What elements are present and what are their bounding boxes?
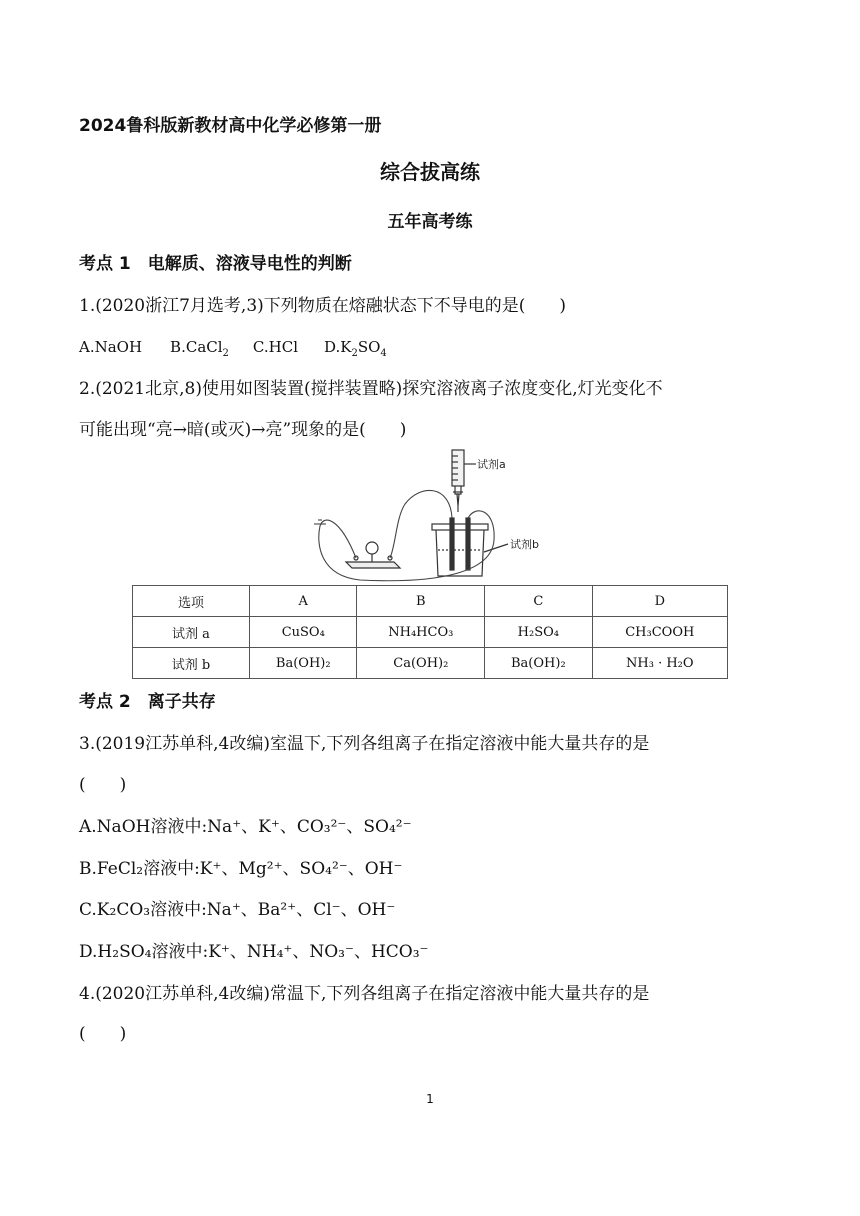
table-row: [133, 617, 728, 648]
q2-options-table: [132, 585, 728, 679]
table-cell: D: [592, 586, 727, 617]
table-cell: A: [250, 586, 357, 617]
q1-option-b-sub: 2: [222, 348, 229, 359]
q1-option-b: [170, 338, 229, 359]
q1-stem: 1.(2020浙江7月选考,3)下列物质在熔融状态下不导电的是( ): [79, 296, 567, 316]
q3-stem-line1: 3.(2019江苏单科,4改编)室温下,下列各组离子在指定溶液中能大量共存的是: [79, 734, 650, 754]
table-cell: 试剂 b: [133, 648, 250, 679]
table-cell: B: [357, 586, 485, 617]
topic1-heading: 考点 1 电解质、溶液导电性的判断: [79, 254, 352, 274]
reagent-b-label: 试剂b: [510, 538, 539, 551]
table-cell: H₂SO₄: [485, 617, 592, 648]
q4-stem-line2: ( ): [79, 1024, 127, 1044]
q2-stem-line2: 可能出现“亮→暗(或灭)→亮”现象的是( ): [79, 420, 407, 440]
topic2-heading: 考点 2 离子共存: [79, 692, 216, 712]
q1-options: [79, 335, 387, 366]
table-cell: CuSO₄: [250, 617, 357, 648]
table-cell: Ca(OH)₂: [357, 648, 485, 679]
bulb-icon: [346, 542, 400, 568]
table-cell: NH₄HCO₃: [357, 617, 485, 648]
q1-option-d-text: D.K: [324, 338, 352, 356]
q1-option-a: A.NaOH: [79, 338, 143, 356]
table-cell: Ba(OH)₂: [250, 648, 357, 679]
q3-option-b: B.FeCl₂溶液中:K⁺、Mg²⁺、SO₄²⁻、OH⁻: [79, 859, 403, 879]
table-row: [133, 648, 728, 679]
table-row: [133, 586, 728, 617]
q1-option-d: [324, 338, 387, 359]
reagent-a-label: 试剂a: [477, 458, 506, 471]
page-number: 1: [426, 1092, 434, 1106]
q1-option-b-text: B.CaCl: [170, 338, 223, 356]
q3-option-c: C.K₂CO₃溶液中:Na⁺、Ba²⁺、Cl⁻、OH⁻: [79, 900, 396, 920]
q1-option-d-sub2: 4: [380, 348, 387, 359]
table-cell: C: [485, 586, 592, 617]
q4-stem-line1: 4.(2020江苏单科,4改编)常温下,下列各组离子在指定溶液中能大量共存的是: [79, 984, 650, 1004]
table-cell: NH₃ · H₂O: [592, 648, 727, 679]
burette-icon: [452, 450, 476, 512]
beaker-icon: [432, 518, 508, 576]
book-title: 2024鲁科版新教材高中化学必修第一册: [79, 116, 382, 136]
table-cell: 选项: [133, 586, 250, 617]
table-cell: Ba(OH)₂: [485, 648, 592, 679]
q1-option-c: C.HCl: [252, 338, 298, 356]
section-title: 综合拔高练: [380, 160, 480, 184]
section-subtitle: 五年高考练: [387, 212, 473, 232]
q3-option-a: A.NaOH溶液中:Na⁺、K⁺、CO₃²⁻、SO₄²⁻: [79, 817, 412, 837]
q3-option-d: D.H₂SO₄溶液中:K⁺、NH₄⁺、NO₃⁻、HCO₃⁻: [79, 942, 429, 962]
table-cell: 试剂 a: [133, 617, 250, 648]
q2-stem-line1: 2.(2021北京,8)使用如图装置(搅拌装置略)探究溶液离子浓度变化,灯光变化不: [79, 379, 663, 399]
apparatus-diagram: [300, 444, 562, 584]
q1-option-d-mid: SO: [357, 338, 381, 356]
q3-stem-line2: ( ): [79, 775, 127, 795]
table-cell: CH₃COOH: [592, 617, 727, 648]
q1-option-d-sub1: 2: [351, 348, 358, 359]
